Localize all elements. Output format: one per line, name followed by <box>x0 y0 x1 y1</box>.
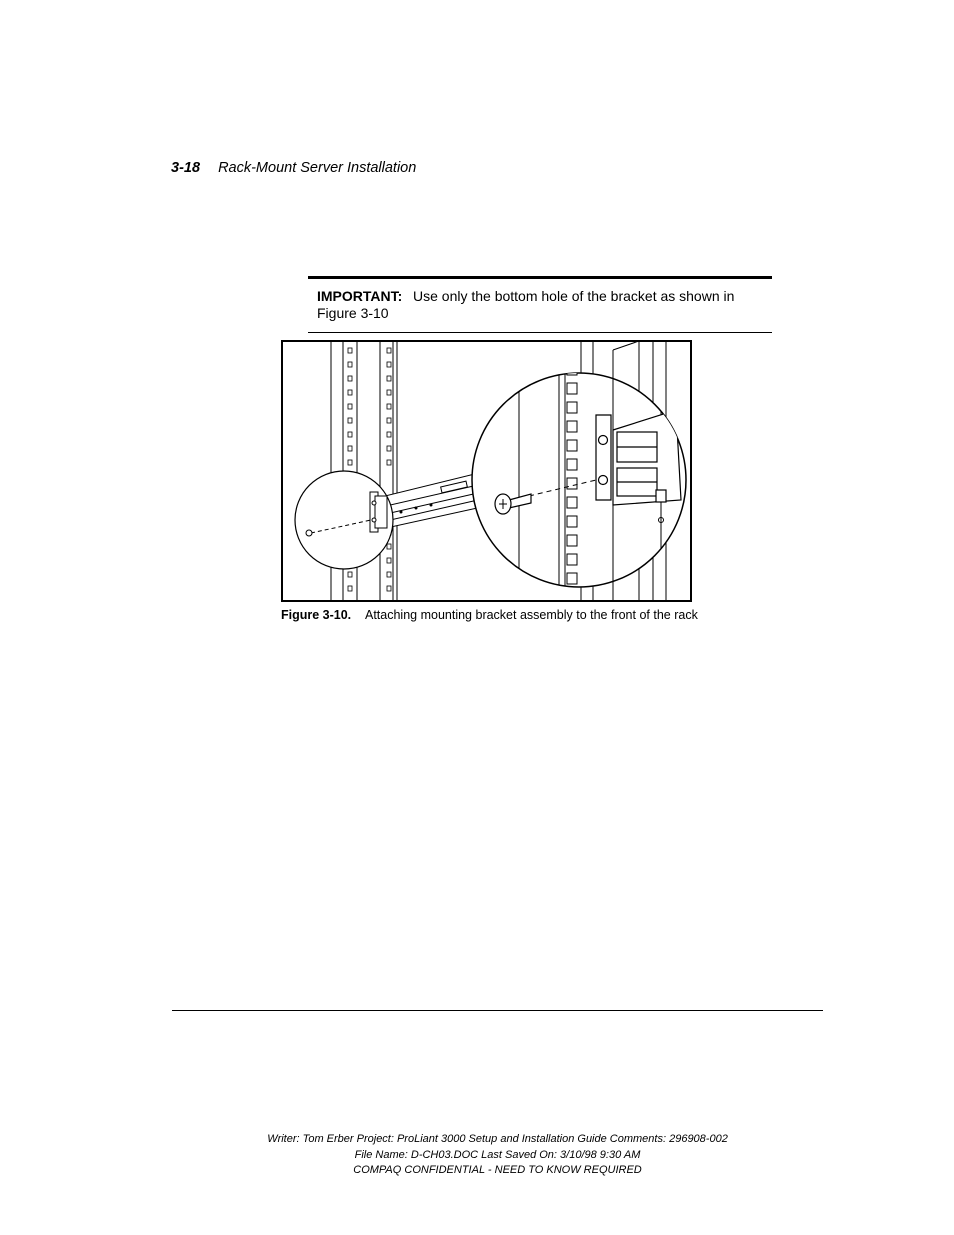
important-note <box>317 288 757 322</box>
figure-caption <box>281 608 698 622</box>
page-number: 3-18 <box>171 160 201 176</box>
footer-rule <box>172 1010 823 1011</box>
important-label: IMPORTANT: <box>317 288 403 304</box>
rack-bracket-drawing <box>281 340 692 602</box>
chapter-title: Rack-Mount Server Installation <box>218 160 417 176</box>
important-top-rule <box>308 276 772 279</box>
important-text: Use only the bottom hole of the bracket as shown in Figure 3-10 <box>317 288 735 321</box>
page-header <box>171 160 416 176</box>
figure-rack-bracket-illustration <box>281 340 692 602</box>
footer-line-1: Writer: Tom Erber Project: ProLiant 3000 Setup and Installation Guide Comments: 296908-002 <box>267 1133 728 1145</box>
important-bottom-rule <box>308 332 772 333</box>
page-footer <box>200 1132 795 1179</box>
footer-line-3: COMPAQ CONFIDENTIAL - NEED TO KNOW REQUIRED <box>353 1164 642 1176</box>
figure-number: Figure 3-10. <box>281 608 352 622</box>
footer-line-2: File Name: D-CH03.DOC Last Saved On: 3/10/98 9:30 AM <box>354 1148 641 1161</box>
figure-caption-text: Attaching mounting bracket assembly to the front of the rack <box>365 608 698 622</box>
